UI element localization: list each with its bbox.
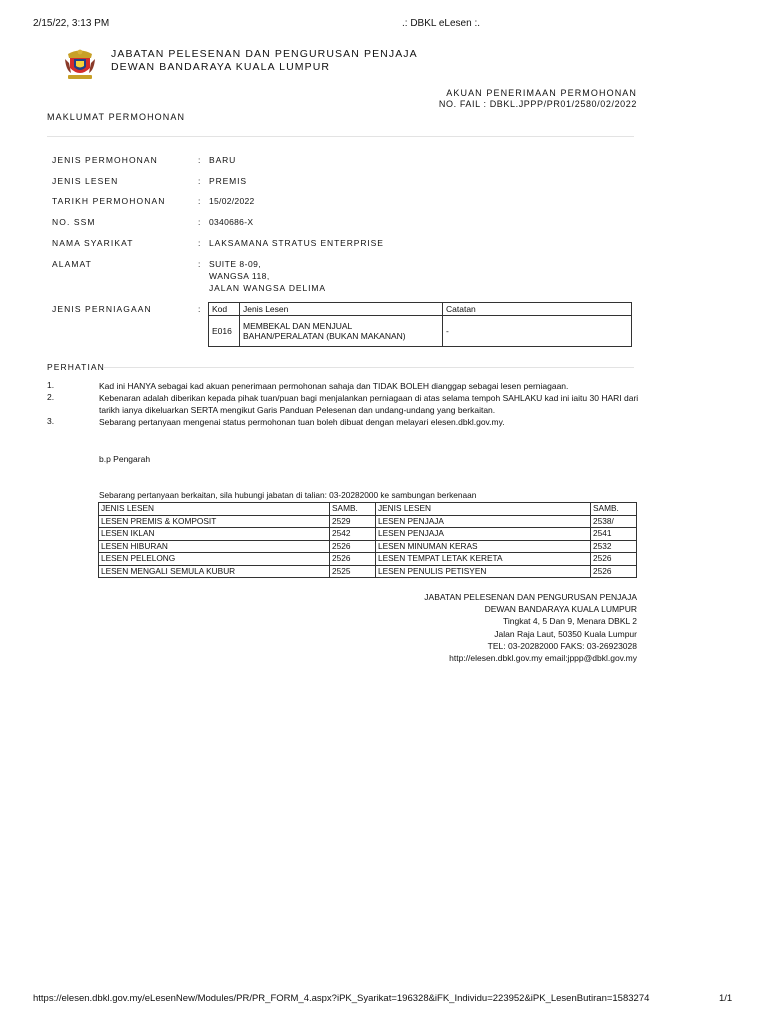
colon: :: [198, 196, 201, 206]
perhatian-title: PERHATIAN: [47, 362, 105, 372]
business-table: [208, 302, 632, 347]
print-title: .: DBKL eLesen :.: [402, 18, 481, 29]
jenis-lesen-header: Jenis Lesen: [240, 303, 443, 316]
colon: :: [198, 304, 201, 314]
license-type: LESEN PELELONG: [99, 553, 330, 566]
note-text: Kad ini HANYA sebagai kad akuan penerimaan permohonan sahaja dan TIDAK BOLEH dianggap sebagai lesen perniagaan.: [99, 381, 569, 391]
license-type: LESEN IKLAN: [99, 528, 330, 541]
note-text: Sebarang pertanyaan mengenai status permohonan tuan boleh dibuat dengan melayari elesen.dbkl.gov.my.: [99, 417, 505, 427]
section-title: MAKLUMAT PERMOHONAN: [47, 112, 186, 122]
address-line: JABATAN PELESENAN DAN PENGURUSAN PENJAJA: [424, 592, 637, 602]
samb-col-header: SAMB.: [591, 503, 637, 516]
contact-table: [98, 502, 637, 578]
signature-line: b.p Pengarah: [99, 454, 151, 464]
address-line: http://elesen.dbkl.gov.my email:jppp@dbkl.gov.my: [449, 653, 637, 664]
extension: 2526: [330, 553, 376, 566]
extension: 2526: [591, 553, 637, 566]
license-type: LESEN MENGALI SEMULA KUBUR: [99, 565, 330, 578]
table-row: [99, 540, 637, 553]
address-line: DEWAN BANDARAYA KUALA LUMPUR: [484, 604, 637, 615]
extension: 2541: [591, 528, 637, 541]
address-line: Jalan Raja Laut, 50350 Kuala Lumpur: [494, 628, 637, 639]
business-table-header: [209, 303, 632, 316]
kod-header: Kod: [209, 303, 240, 316]
table-row: [99, 565, 637, 578]
license-type: LESEN HIBURAN: [99, 540, 330, 553]
extension: 2538/: [591, 515, 637, 528]
catatan-cell: -: [443, 316, 632, 347]
jenis-lesen-line2: BAHAN/PERALATAN (BUKAN MAKANAN): [243, 331, 406, 341]
nama-syarikat-value: LAKSAMANA STRATUS ENTERPRISE: [209, 238, 384, 248]
colon: :: [198, 155, 201, 165]
note-number: 1.: [47, 380, 55, 390]
jenis-permohonan-value: BARU: [209, 155, 237, 165]
jenis-perniagaan-label: JENIS PERNIAGAAN: [52, 304, 152, 314]
extension: 2526: [330, 540, 376, 553]
jenis-lesen-line1: MEMBEKAL DAN MENJUAL: [243, 321, 353, 331]
catatan-header: Catatan: [443, 303, 632, 316]
contact-intro: Sebarang pertanyaan berkaitan, sila hubungi jabatan di talian: 03-20282000 ke sambungan berkenaan: [99, 490, 477, 500]
ssm-value: 0340686-X: [209, 217, 254, 227]
print-url: https://elesen.dbkl.gov.my/eLesenNew/Modules/PR/PR_FORM_4.aspx?iPK_Syarikat=196328&iFK_Individu=223952&iPK_LesenButiran=1583274: [33, 993, 650, 1004]
colon: :: [198, 176, 201, 186]
colon: :: [198, 238, 201, 248]
jenis-permohonan-label: JENIS PERMOHONAN: [52, 155, 158, 165]
business-table-row: [209, 316, 632, 347]
alamat-line1: SUITE 8-09,: [209, 259, 262, 269]
license-type: LESEN MINUMAN KERAS: [376, 540, 591, 553]
license-type: LESEN PREMIS & KOMPOSIT: [99, 515, 330, 528]
address-line: TEL: 03-20282000 FAKS: 03-26923028: [487, 640, 637, 651]
print-page-count: 1/1: [719, 993, 733, 1004]
license-type: LESEN PENJAJA: [376, 515, 591, 528]
print-datetime: 2/15/22, 3:13 PM: [33, 18, 110, 29]
alamat-line2: WANGSA 118,: [209, 271, 270, 281]
alamat-label: ALAMAT: [52, 259, 92, 269]
alamat-line3: JALAN WANGSA DELIMA: [209, 283, 326, 293]
license-type: LESEN TEMPAT LETAK KERETA: [376, 553, 591, 566]
contact-header-row: [99, 503, 637, 516]
jenis-lesen-col-header: JENIS LESEN: [99, 503, 330, 516]
perhatian-divider: [104, 367, 634, 368]
dbkl-crest-logo: [62, 46, 98, 82]
jenis-lesen-value: PREMIS: [209, 176, 247, 186]
tarikh-value: 15/02/2022: [209, 196, 255, 206]
extension: 2532: [591, 540, 637, 553]
section-divider: [47, 136, 634, 137]
header-dept: JABATAN PELESENAN DAN PENGURUSAN PENJAJA: [111, 48, 418, 60]
license-type: LESEN PENJAJA: [376, 528, 591, 541]
kod-cell: E016: [209, 316, 240, 347]
table-row: [99, 528, 637, 541]
ssm-label: NO. SSM: [52, 217, 96, 227]
samb-col-header: SAMB.: [330, 503, 376, 516]
header-council: DEWAN BANDARAYA KUALA LUMPUR: [111, 61, 331, 73]
extension: 2525: [330, 565, 376, 578]
table-row: [99, 515, 637, 528]
tarikh-label: TARIKH PERMOHONAN: [52, 196, 166, 206]
extension: 2526: [591, 565, 637, 578]
jenis-lesen-cell: [240, 316, 443, 347]
file-number: NO. FAIL : DBKL.JPPP/PR01/2580/02/2022: [438, 99, 637, 109]
table-row: [99, 553, 637, 566]
jenis-lesen-col-header: JENIS LESEN: [376, 503, 591, 516]
note-text: Kebenaran adalah diberikan kepada pihak tuan/puan bagi menjalankan perniagaan di atas selama tempoh SAHLAKU kad ini iaitu 30 HARI dari tarikh ianya dikeluarkan SERTA mengikut Garis Panduan Pelesenan dan undang-undang yang berkaitan.: [99, 393, 639, 415]
jenis-lesen-label: JENIS LESEN: [52, 176, 119, 186]
colon: :: [198, 259, 201, 269]
note-number: 2.: [47, 392, 55, 402]
note-number: 3.: [47, 416, 55, 426]
extension: 2529: [330, 515, 376, 528]
license-type: LESEN PENULIS PETISYEN: [376, 565, 591, 578]
colon: :: [198, 217, 201, 227]
ack-title: AKUAN PENERIMAAN PERMOHONAN: [446, 88, 637, 98]
nama-syarikat-label: NAMA SYARIKAT: [52, 238, 134, 248]
address-block: [424, 591, 637, 664]
extension: 2542: [330, 528, 376, 541]
address-line: Tingkat 4, 5 Dan 9, Menara DBKL 2: [502, 616, 637, 627]
